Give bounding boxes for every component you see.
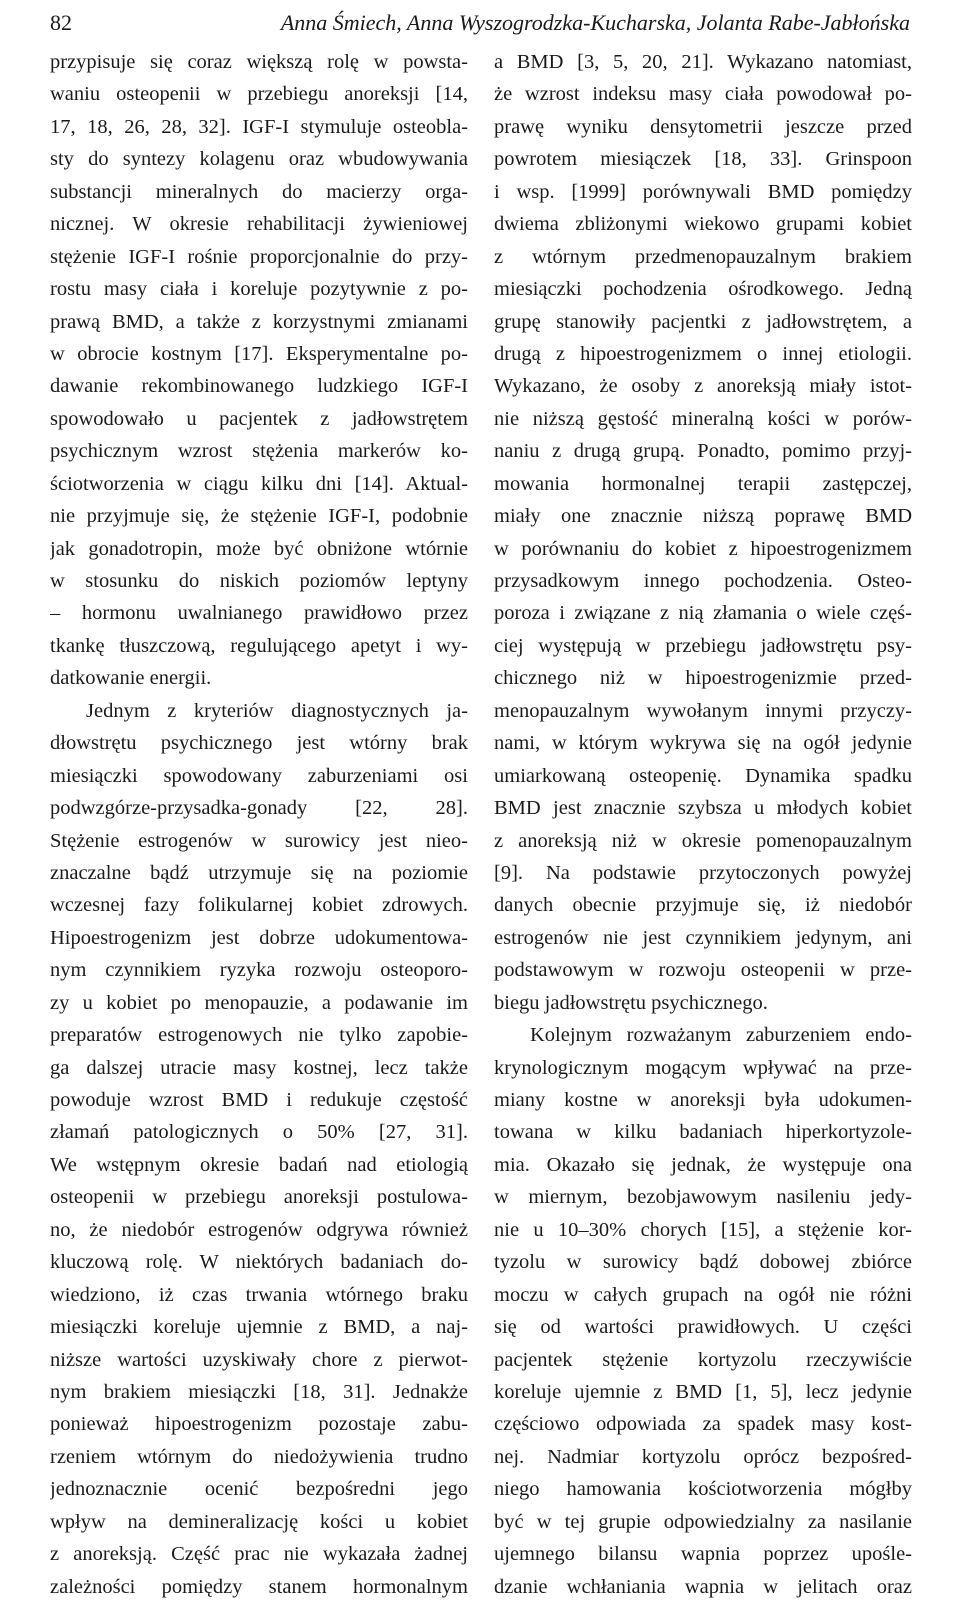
text-line: być w tej grupie odpowiedzialny za nasilanie	[494, 1510, 912, 1533]
text-line: estrogenów nie jest czynnikiem jedynym, ani	[494, 926, 912, 949]
text-line: przysadkowym innego pochodzenia. Osteo-	[494, 570, 912, 592]
text-line: podwzgórze-przysadka-gonady [22, 28].	[50, 797, 468, 820]
text-line: zy u kobiet po menopauzie, a podawanie im	[50, 991, 468, 1014]
text-line: [9]. Na podstawie przytoczonych powyżej	[494, 861, 912, 884]
text-line: menopauzalnym wywołanym innymi przyczy-	[494, 699, 912, 722]
text-line: wiedziono, iż czas trwania wtórnego braku	[50, 1283, 468, 1306]
text-line: częściowo odpowiada za spadek masy kost-	[494, 1413, 912, 1436]
text-line: 17, 18, 26, 28, 32]. IGF-I stymuluje osteobla-	[50, 115, 468, 138]
text-line: znaczalne bądź utrzymuje się na poziomie	[50, 861, 468, 884]
text-line: drugą z hipoestrogenizmem o innej etiologii.	[494, 342, 912, 365]
text-line: niższe wartości uzyskiwały chore z pierwot-	[50, 1348, 468, 1371]
text-line: powoduje wzrost BMD i redukuje częstość	[50, 1089, 468, 1111]
text-line: dwiema zbliżonymi wiekowo grupami kobiet	[494, 213, 912, 236]
text-line: waniu osteopenii w przebiegu anoreksji [14,	[50, 83, 468, 106]
text-line: zależności pomiędzy stanem hormonalnym	[50, 1575, 468, 1598]
text-line: Hipoestrogenizm jest dobrze udokumentowa-	[50, 926, 468, 949]
text-line: dłowstrętu psychicznego jest wtórny brak	[50, 732, 468, 755]
text-line: w stosunku do niskich poziomów leptyny	[50, 570, 468, 592]
text-line: i wsp. [1999] porównywali BMD pomiędzy	[494, 180, 912, 203]
text-line: nym czynnikiem ryzyka rozwoju osteoporo-	[50, 959, 468, 982]
text-line: wczesnej fazy folikularnej kobiet zdrowych.	[50, 894, 468, 917]
text-line: – hormonu uwalnianego prawidłowo przez	[50, 602, 468, 625]
text-line: umiarkowaną osteopenię. Dynamika spadku	[494, 764, 912, 787]
text-line: tyzolu w surowicy bądź dobowej zbiórce	[494, 1251, 912, 1274]
text-line: Kolejnym rozważanym zaburzeniem endo-	[530, 1024, 912, 1047]
text-line: w obrocie kostnym [17]. Eksperymentalne po-	[50, 342, 468, 365]
text-line: nym brakiem miesiączki [18, 31]. Jednakże	[50, 1380, 468, 1403]
text-line: nie u 10–30% chorych [15], a stężenie kor-	[494, 1218, 912, 1241]
text-line: preparatów estrogenowych nie tylko zapobie-	[50, 1024, 468, 1047]
text-line: miany kostne w anoreksji była udokumen-	[494, 1089, 912, 1111]
text-line: mowania hormonalnej terapii zastępczej,	[494, 472, 912, 495]
text-line: We wstępnym okresie badań nad etiologią	[50, 1153, 468, 1176]
text-line: złamań patologicznych o 50% [27, 31].	[50, 1121, 468, 1144]
left-text-column	[50, 46, 468, 1603]
text-line: danych obecnie przyjmuje się, iż niedobór	[494, 894, 912, 917]
text-line: z wtórnym przedmenopauzalnym brakiem	[494, 245, 912, 268]
text-line: BMD jest znacznie szybsza u młodych kobiet	[494, 797, 912, 820]
text-line: Stężenie estrogenów w surowicy jest nieo-	[50, 829, 468, 852]
text-line: nie niższą gęstość mineralną kości w porów-	[494, 407, 912, 430]
text-line: rzeniem wtórnym do niedożywienia trudno	[50, 1445, 468, 1468]
text-line: psychicznym wzrost stężenia markerów ko-	[50, 440, 468, 463]
text-line: jak gonadotropin, może być obniżone wtórnie	[50, 537, 468, 560]
text-line: pacjentek stężenie kortyzolu rzeczywiście	[494, 1348, 912, 1371]
text-line: wpływ na demineralizację kości u kobiet	[50, 1510, 468, 1533]
text-line: nie przyjmuje się, że stężenie IGF-I, podobnie	[50, 505, 468, 528]
text-line: z anoreksją niż w okresie pomenopauzalnym	[494, 829, 912, 852]
text-line: a BMD [3, 5, 20, 21]. Wykazano natomiast,	[494, 51, 912, 73]
text-line: podstawowym w rozwoju osteopenii w prze-	[494, 959, 912, 982]
text-line: koreluje ujemnie z BMD [1, 5], lecz jedynie	[494, 1380, 912, 1403]
text-line: grupę stanowiły pacjentki z jadłowstrętem, a	[494, 310, 912, 333]
text-line: ciej występują w przebiegu jadłowstrętu psy-	[494, 634, 912, 657]
text-line: moczu w całych grupach na ogół nie różni	[494, 1283, 912, 1306]
text-line: mia. Okazało się jednak, że występuje ona	[494, 1153, 912, 1176]
text-line: Wykazano, że osoby z anoreksją miały istot-	[494, 375, 912, 398]
text-line: no, że niedobór estrogenów odgrywa również	[50, 1218, 468, 1241]
text-line: ujemnego bilansu wapnia poprzez upośle-	[494, 1543, 912, 1566]
text-line: stężenie IGF-I rośnie proporcjonalnie do przy-	[50, 245, 468, 268]
text-line: w porównaniu do kobiet z hipoestrogenizmem	[494, 537, 912, 560]
text-line: miesiączki spowodowany zaburzeniami osi	[50, 764, 468, 787]
text-line: miesiączki koreluje ujemnie z BMD, a naj-	[50, 1316, 468, 1339]
text-line: prawą BMD, a także z korzystnymi zmianami	[50, 310, 468, 333]
text-line: poroza i związane z nią złamania o wiele częś-	[494, 602, 912, 625]
running-head-authors: Anna Śmiech, Anna Wyszogrodzka-Kucharska, Jolanta Rabe-Jabłońska	[280, 10, 910, 35]
text-line: powrotem miesiączek [18, 33]. Grinspoon	[494, 148, 912, 171]
text-line: miesiączki pochodzenia ośrodkowego. Jedną	[494, 278, 912, 301]
text-line: sty do syntezy kolagenu oraz wbudowywania	[50, 148, 468, 171]
text-line: dzanie wchłaniania wapnia w jelitach oraz	[494, 1575, 912, 1598]
text-line: ponieważ hipoestrogenizm pozostaje zabu-	[50, 1413, 468, 1436]
text-line: biegu jadłowstrętu psychicznego.	[494, 991, 768, 1014]
text-line: towana w kilku badaniach hiperkortyzole-	[494, 1121, 912, 1144]
text-line: ga dalszej utracie masy kostnej, lecz także	[50, 1056, 468, 1079]
right-text-column	[494, 46, 912, 1603]
text-line: przypisuje się coraz większą rolę w powsta-	[50, 51, 468, 73]
text-line: w miernym, bezobjawowym nasileniu jedy-	[494, 1186, 912, 1209]
text-line: krynologicznym mogącym wpływać na prze-	[494, 1056, 912, 1079]
text-line: chicznego niż w hipoestrogenizmie przed-	[494, 667, 912, 690]
text-line: spowodowało u pacjentek z jadłowstrętem	[50, 407, 468, 430]
text-line: nami, w którym wykrywa się na ogół jedynie	[494, 732, 912, 755]
text-line: że wzrost indeksu masy ciała powodował po-	[494, 83, 912, 106]
text-line: miały one znacznie niższą poprawę BMD	[494, 505, 912, 528]
text-line: jednoznacznie ocenić bezpośredni jego	[50, 1478, 468, 1501]
text-line: z anoreksją. Część prac nie wykazała żadnej	[50, 1543, 468, 1566]
text-line: substancji mineralnych do macierzy orga-	[50, 180, 468, 203]
text-line: się od wartości prawidłowych. U części	[494, 1316, 912, 1339]
text-line: ściotworzenia w ciągu kilku dni [14]. Aktual-	[50, 472, 468, 495]
text-line: niego hamowania kościotworzenia mógłby	[494, 1478, 912, 1501]
text-line: nicznej. W okresie rehabilitacji żywieniowej	[50, 213, 468, 236]
text-line: rostu masy ciała i koreluje pozytywnie z po-	[50, 278, 468, 301]
text-line: Jednym z kryteriów diagnostycznych ja-	[86, 699, 468, 722]
text-line: nej. Nadmiar kortyzolu oprócz bezpośred-	[494, 1445, 912, 1468]
page-number: 82	[50, 10, 72, 35]
text-line: osteopenii w przebiegu anoreksji postulowa-	[50, 1186, 468, 1209]
text-line: tkankę tłuszczową, regulującego apetyt i wy-	[50, 634, 468, 657]
text-line: kluczową rolę. W niektórych badaniach do-	[50, 1251, 468, 1274]
text-line: dawanie rekombinowanego ludzkiego IGF-I	[50, 375, 468, 398]
text-line: prawę wyniku densytometrii jeszcze przed	[494, 115, 912, 138]
text-line: naniu z drugą grupą. Ponadto, pomimo przyj-	[494, 440, 912, 463]
text-line: datkowanie energii.	[50, 667, 212, 690]
